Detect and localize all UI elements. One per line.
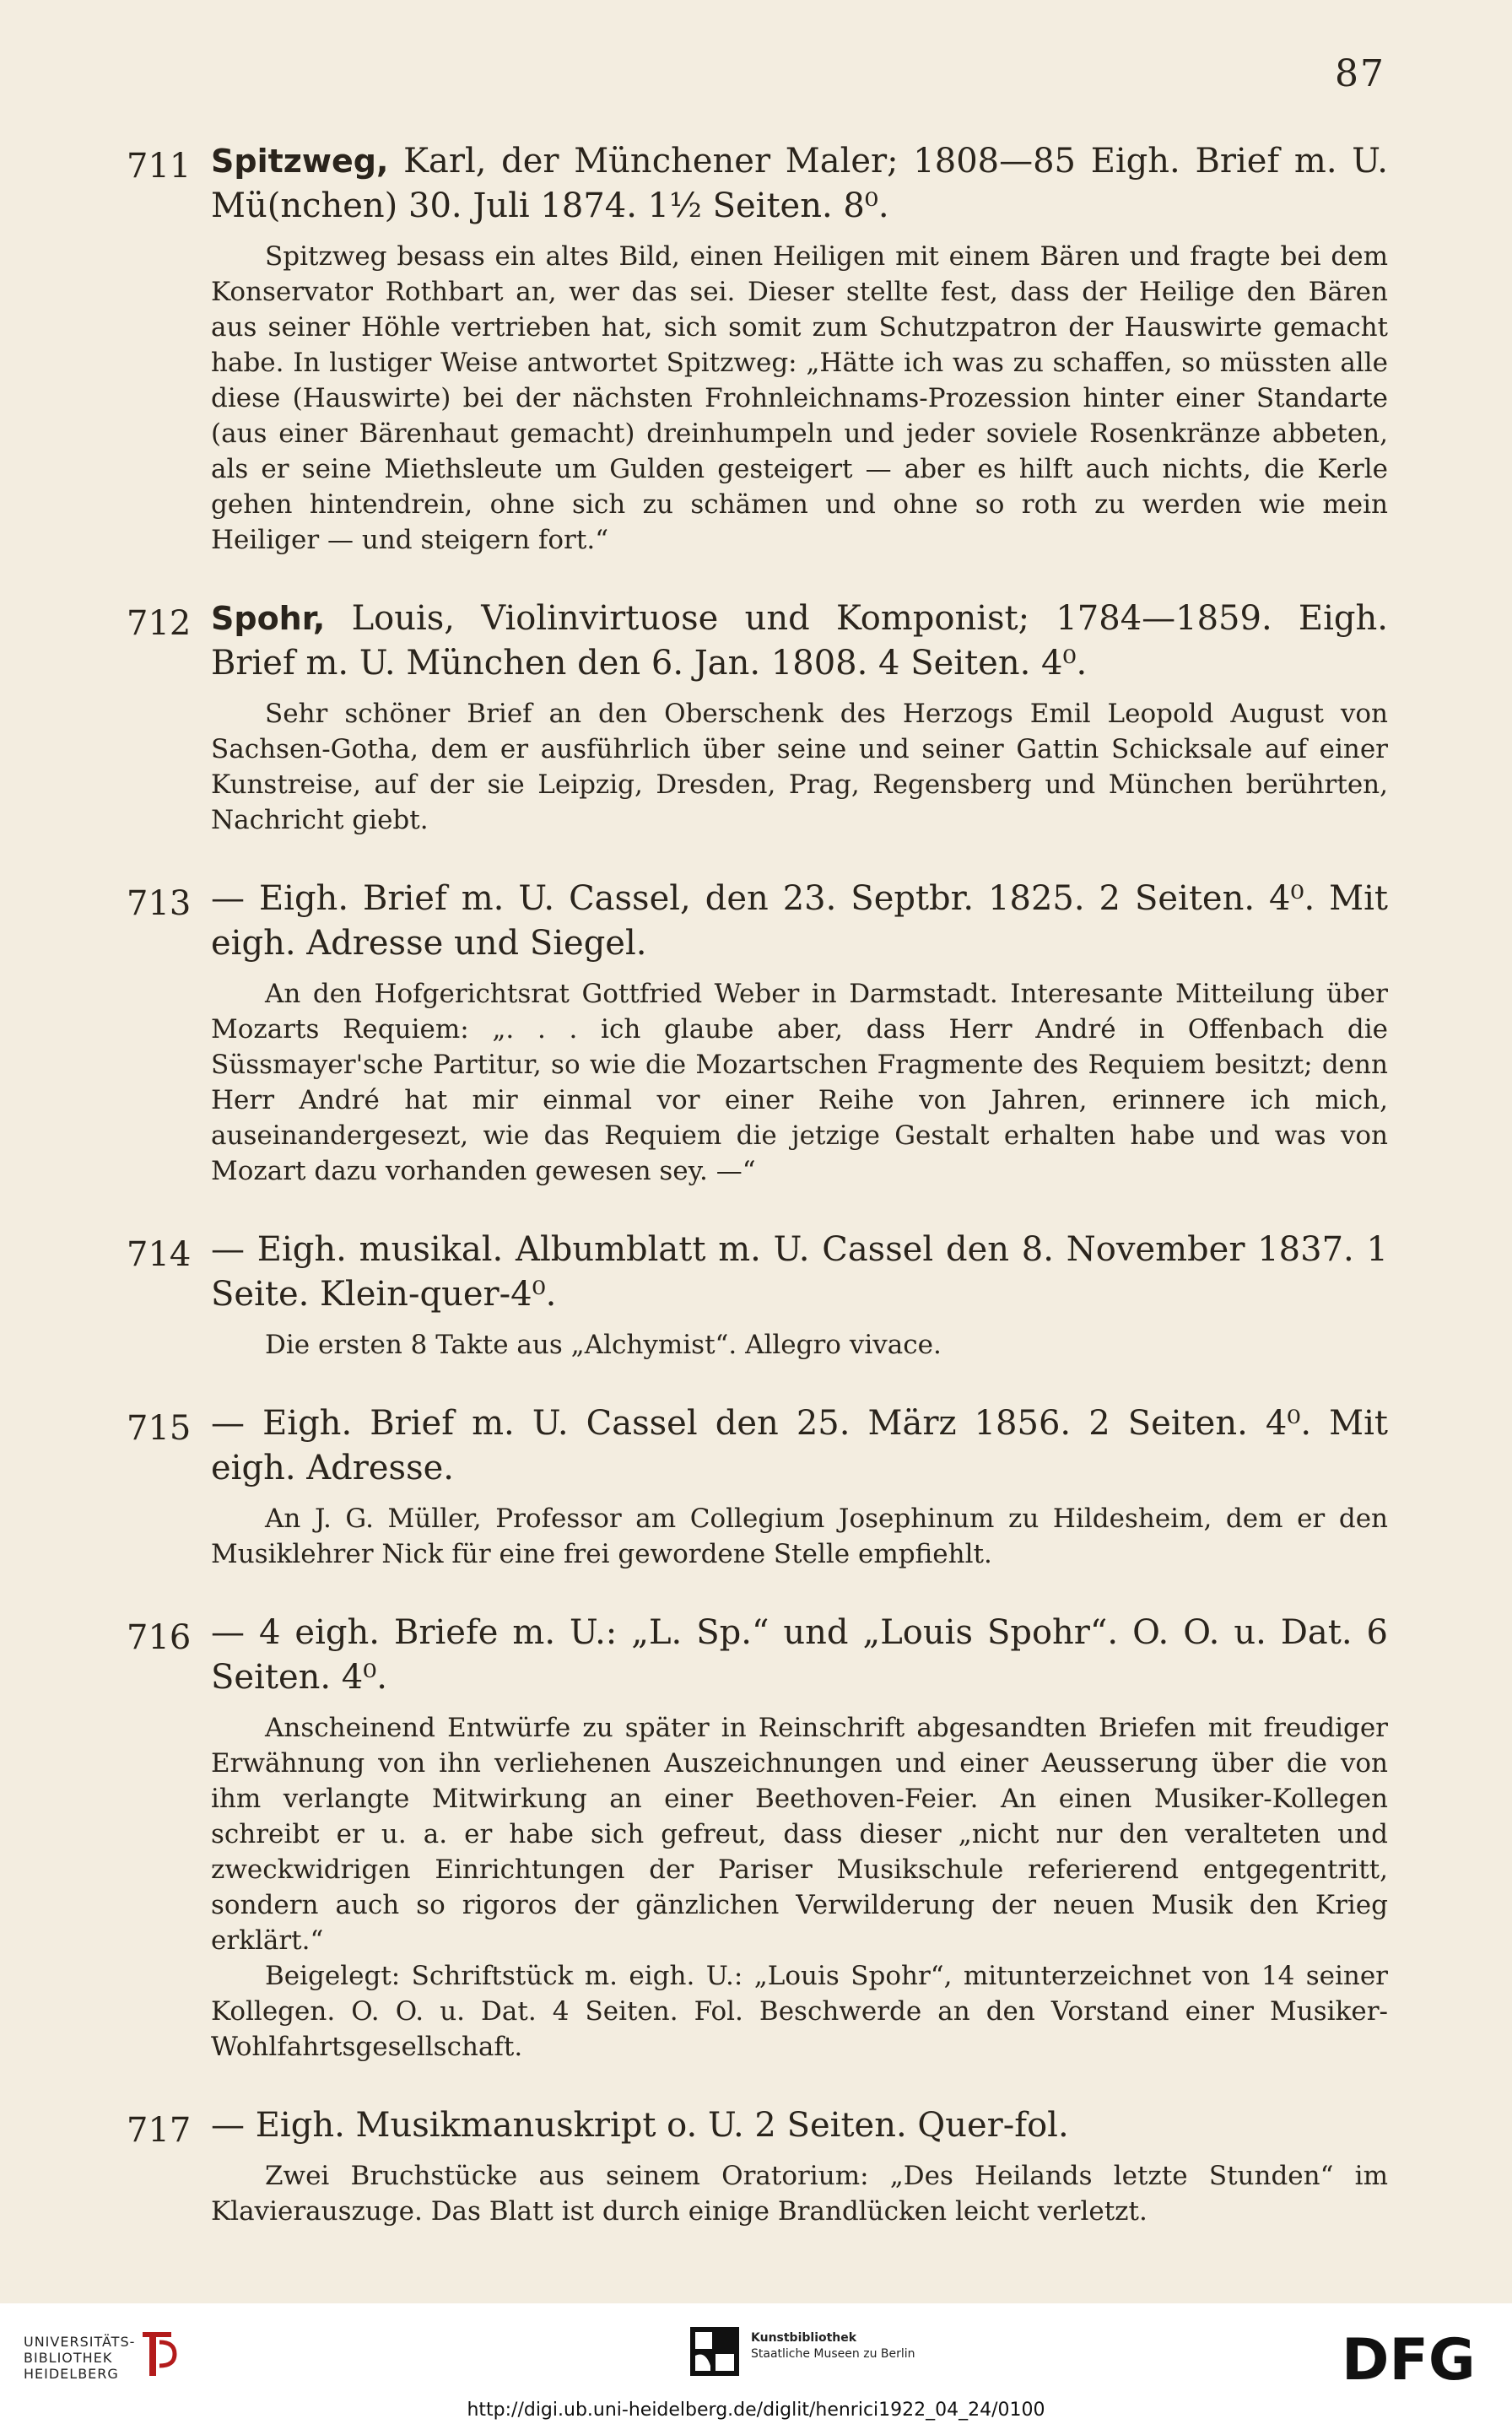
entry-717: [127, 2103, 1388, 2229]
entry-number: 714: [127, 1235, 192, 1274]
dfg-logo[interactable]: [1342, 2329, 1485, 2388]
entry-716: [127, 1611, 1388, 2065]
entry-heading-text: — Eigh. Brief m. U. Cassel, den 23. Septbr. 1825. 2 Seiten. 4⁰. Mit eigh. Adresse und Siegel.: [211, 879, 1388, 963]
entry-715: [127, 1401, 1388, 1572]
entry-714: [127, 1228, 1388, 1363]
entry-description: [127, 1327, 1388, 1363]
entry-heading: [127, 877, 1388, 966]
entry-heading: [127, 2103, 1388, 2148]
kunstbibliothek-text: [751, 2330, 915, 2362]
permalink-url[interactable]: http://digi.ub.uni-heidelberg.de/diglit/henrici1922_04_24/0100: [467, 2400, 1045, 2421]
entry-number: 715: [127, 1409, 192, 1448]
entry-heading-text: — Eigh. musikal. Albumblatt m. U. Cassel den 8. November 1837. 1 Seite. Klein-quer-4⁰.: [211, 1230, 1388, 1314]
entry-description: [127, 1710, 1388, 2065]
entry-name: Spitzweg,: [211, 143, 389, 180]
university-emblem-icon: [138, 2329, 178, 2379]
university-line: HEIDELBERG: [24, 2366, 119, 2382]
dfg-logo-text: DFG: [1342, 2329, 1476, 2388]
entry-heading: [127, 597, 1388, 686]
entry-number: 712: [127, 604, 192, 643]
university-line: UNIVERSITÄTS-: [24, 2334, 136, 2350]
kunstbibliothek-logo-icon[interactable]: [690, 2327, 739, 2376]
entry-heading: [127, 1401, 1388, 1491]
entry-paragraph: Die ersten 8 Takte aus „Alchymist“. Allegro vivace.: [265, 1330, 942, 1360]
entry-description: [127, 696, 1388, 838]
entry-description: [127, 2158, 1388, 2229]
entry-heading-text: — Eigh. Brief m. U. Cassel den 25. März 1856. 2 Seiten. 4⁰. Mit eigh. Adresse.: [211, 1404, 1388, 1487]
entry-paragraph: An J. G. Müller, Professor am Collegium Josephinum zu Hildesheim, dem er den Musiklehrer Nick für eine frei gewordene Stelle empfiehlt.: [211, 1504, 1388, 1569]
entry-711: [127, 139, 1388, 558]
entry-heading-text: Karl, der Münchener Maler; 1808—85 Eigh. Brief m. U. Mü(nchen) 30. Juli 1874. 1½ Seiten. 8⁰.: [211, 142, 1388, 225]
entry-description: [127, 1501, 1388, 1572]
viewer-footer: [0, 2303, 1512, 2424]
catalogue-entries: [127, 139, 1388, 2268]
university-library-logo[interactable]: [24, 2334, 135, 2382]
entry-712: [127, 597, 1388, 838]
entry-heading: [127, 1611, 1388, 1700]
entry-paragraph: Anscheinend Entwürfe zu später in Reinschrift abgesandten Briefen mit freudiger Erwähnung von ihn verliehenen Auszeichnungen und einer Aeusserung über die von ihm verlangte Mitwirkung an einer Beethoven-Feier. An einen Musiker-Kollegen schreibt er u. a. er habe sich gefreut, dass dieser „nicht nur den veralteten und zweckwidrigen Einrichtungen der Pariser Musikschule referierend entgegentritt, sondern auch so rigoros der gänzlichen Verwilderung der neuen Musik den Krieg erklärt.“: [211, 1713, 1388, 1956]
entry-description: [127, 239, 1388, 558]
entry-paragraph: Beigelegt: Schriftstück m. eigh. U.: „Louis Spohr“, mitunterzeichnet von 14 seiner Kollegen. O. O. u. Dat. 4 Seiten. Fol. Beschwerde an den Vorstand einer Musiker-Wohlfahrtsgesellschaft.: [211, 1961, 1388, 2062]
entry-name: Spohr,: [211, 600, 326, 637]
page-number: 87: [1335, 52, 1385, 95]
entry-number: 711: [127, 147, 192, 186]
entry-paragraph: An den Hofgerichtsrat Gottfried Weber in Darmstadt. Interesante Mitteilung über Mozarts Requiem: „. . . ich glaube aber, dass Herr André in Offenbach die Süssmayer'sche Partitur, so wie die Mozartschen Fragmente des Requiem besitzt; denn Herr André hat mir einmal vor einer Reihe von Jahren, erinnere ich mich, auseinandergesezt, wie das Requiem die jetzige Gestalt erhalten habe und was von Mozart dazu vorhanden gewesen sey. —“: [211, 979, 1388, 1186]
entry-number: 713: [127, 884, 192, 923]
entry-paragraph: Sehr schöner Brief an den Oberschenk des Herzogs Emil Leopold August von Sachsen-Gotha, dem er ausführlich über seine und seiner Gattin Schicksale auf einer Kunstreise, auf der sie Leipzig, Dresden, Prag, Regensberg und München berührten, Nachricht giebt.: [211, 699, 1388, 835]
entry-heading: [127, 1228, 1388, 1317]
entry-heading: [127, 139, 1388, 229]
entry-number: 716: [127, 1618, 192, 1657]
entry-paragraph: Zwei Bruchstücke aus seinem Oratorium: „Des Heilands letzte Stunden“ im Klavierauszuge. Das Blatt ist durch einige Brandlücken leicht verletzt.: [211, 2161, 1388, 2227]
entry-number: 717: [127, 2111, 192, 2150]
entry-heading-text: — Eigh. Musikmanuskript o. U. 2 Seiten. Quer-fol.: [211, 2106, 1069, 2145]
library-title: Kunstbibliothek: [751, 2331, 857, 2345]
entry-heading-text: — 4 eigh. Briefe m. U.: „L. Sp.“ und „Louis Spohr“. O. O. u. Dat. 6 Seiten. 4⁰.: [211, 1613, 1388, 1697]
entry-paragraph: Spitzweg besass ein altes Bild, einen Heiligen mit einem Bären und fragte bei dem Konservator Rothbart an, wer das sei. Dieser stellte fest, dass der Heilige den Bären aus seiner Höhle vertrieben hat, sich somit zum Schutzpatron der Hauswirte gemacht habe. In lustiger Weise antwortet Spitzweg: „Hätte ich was zu schaffen, so müssten alle diese (Hauswirte) bei der nächsten Frohnleichnams-Prozession hinter einer Standarte (aus einer Bärenhaut gemacht) dreinhumpeln und jeder soviele Rosenkränze abbeten, als er seine Miethsleute um Gulden gesteigert — aber es hilft auch nichts, die Kerle gehen hintendrein, ohne sich zu schämen und ohne so roth zu werden wie mein Heiliger — und steigern fort.“: [211, 241, 1388, 555]
library-subtitle: Staatliche Museen zu Berlin: [751, 2347, 915, 2361]
entry-heading-text: Louis, Violinvirtuose und Komponist; 1784—1859. Eigh. Brief m. U. München den 6. Jan. 1808. 4 Seiten. 4⁰.: [211, 599, 1388, 683]
university-line: BIBLIOTHEK: [24, 2350, 113, 2366]
entry-description: [127, 976, 1388, 1189]
entry-713: [127, 877, 1388, 1189]
